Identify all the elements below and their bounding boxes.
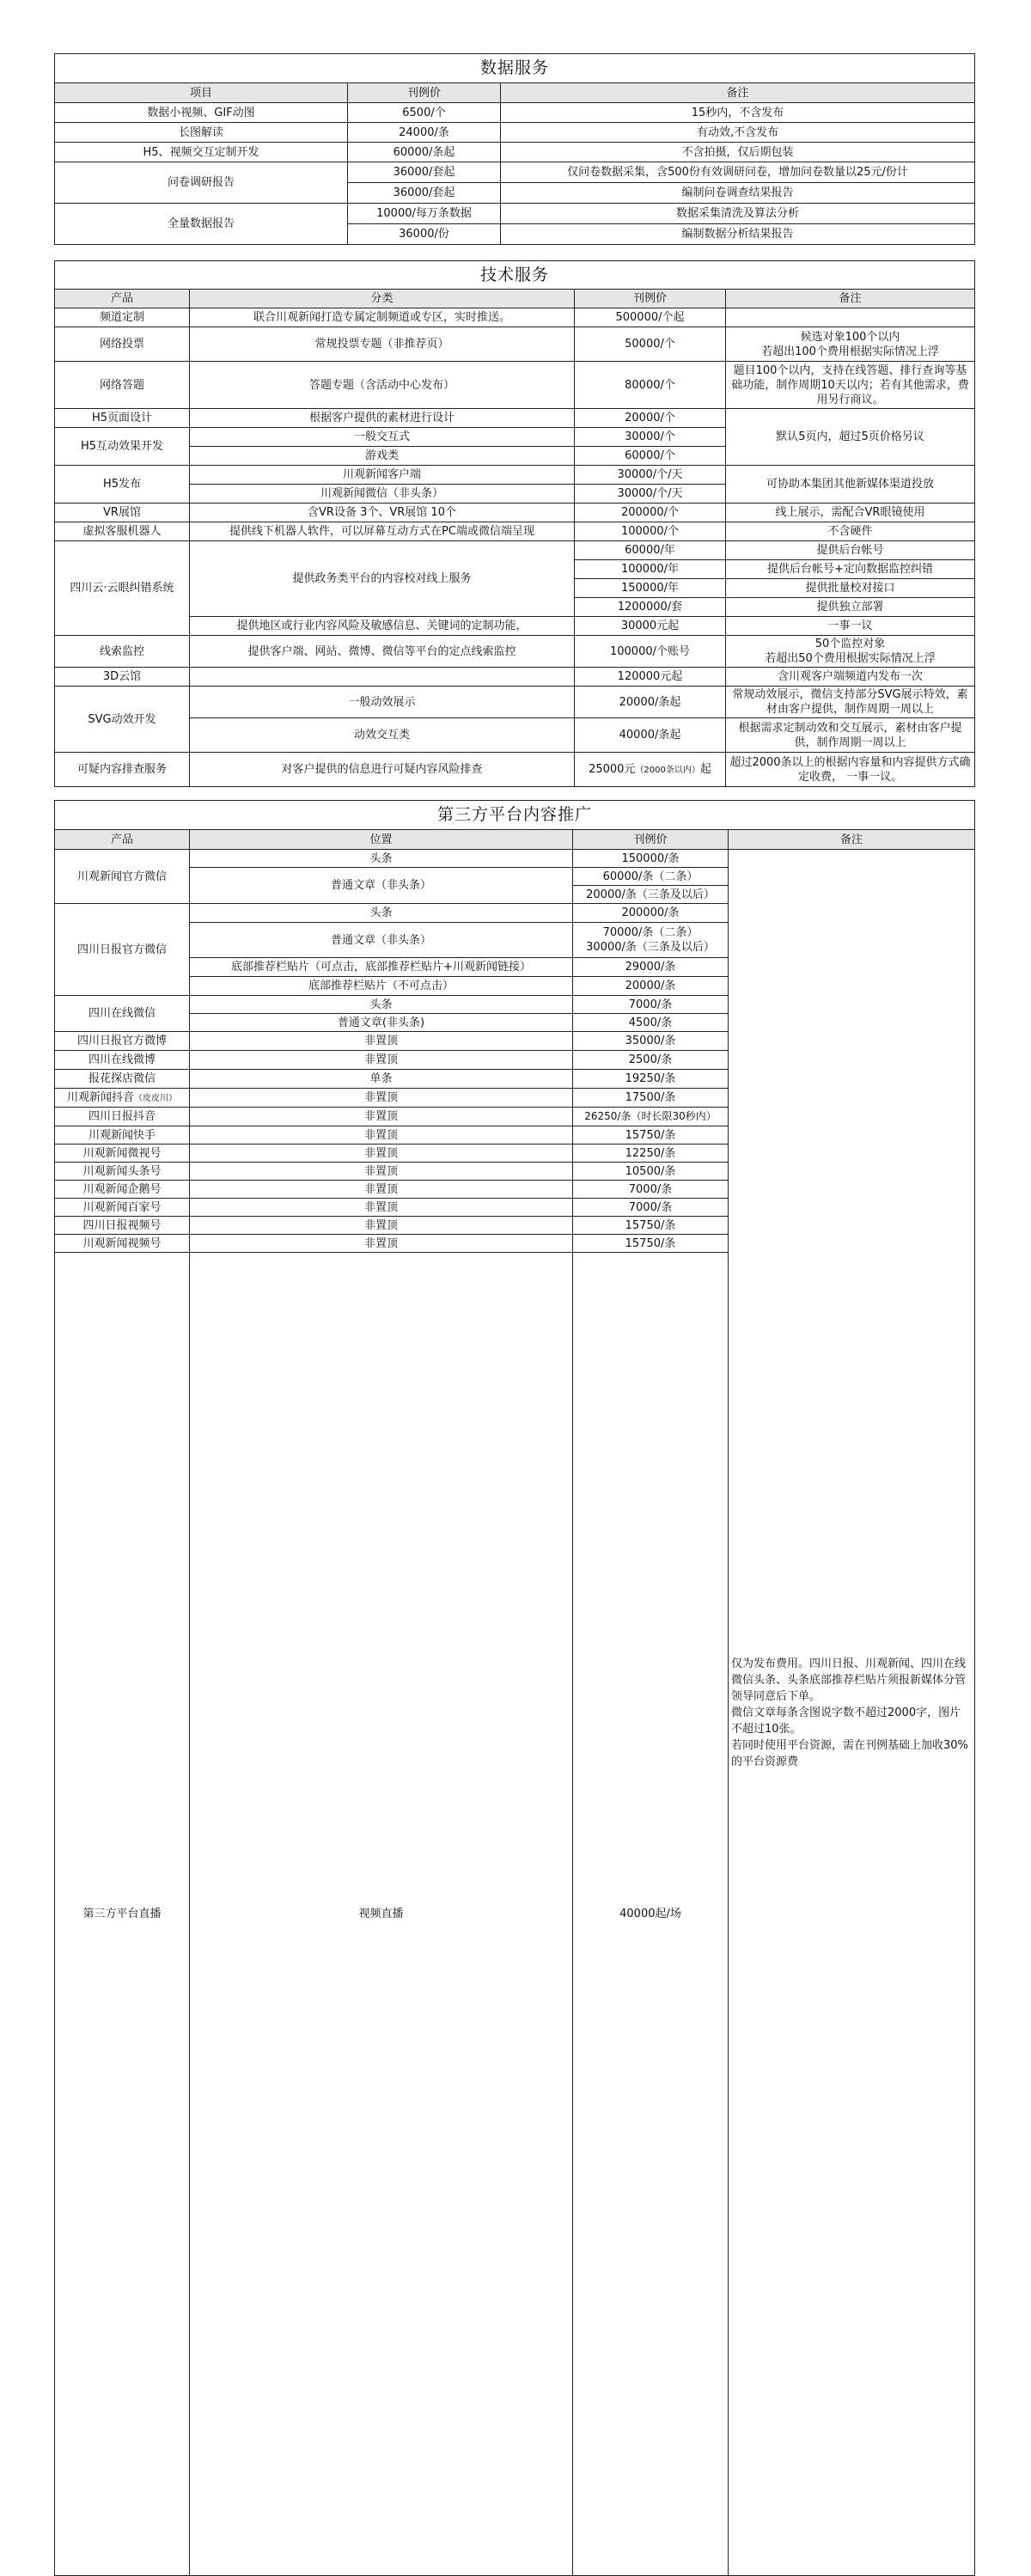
header-note: 备注 [729,830,975,850]
note-cell: 不含拍摄，仅后期包装 [501,143,975,162]
note-cell: 提供批量校对接口 [726,579,975,598]
note-cell: 根据需求定制动效和交互展示，素材由客户提供，制作周期一周以上 [726,718,975,753]
header-note: 备注 [501,83,975,103]
category-cell: 提供地区或行业内容风险及敏感信息、关键词的定制功能， [190,617,575,636]
price-cell: 60000/个 [575,447,726,466]
category-cell: 根据客户提供的素材进行设计 [190,409,575,428]
price-cell: 30000/个/天 [575,485,726,504]
product-cell: 川观新闻微视号 [55,1145,190,1163]
table-row [55,850,975,868]
product-cell: SVG动效开发 [55,687,190,753]
price-cell: 20000/条（三条及以后） [573,886,729,904]
price-cell: 29000/条 [573,958,729,977]
data-service-table [54,53,975,245]
position-cell: 头条 [190,996,573,1014]
price-cell: 10000/每万条数据 [348,204,501,224]
price-cell: 7000/条 [573,1181,729,1199]
table-row [55,204,975,224]
category-cell: 答题专题（含活动中心发布） [190,362,575,409]
position-cell: 单条 [190,1070,573,1089]
position-cell: 普通文章(非头条) [190,1014,573,1032]
price-cell: 20000/条 [573,977,729,996]
position-cell: 非置顶 [190,1108,573,1126]
price-cell: 100000/年 [575,560,726,579]
price-cell: 17500/条 [573,1089,729,1108]
table-row [55,466,975,485]
table-row [55,103,975,123]
table-row [55,362,975,409]
position-cell: 非置顶 [190,1217,573,1235]
note-cell: 常规动效展示，微信支持部分SVG展示特效，素材由客户提供，制作周期一周以上 [726,687,975,718]
header-category: 分类 [190,290,575,308]
category-cell: 川观新闻微信（非头条） [190,485,575,504]
note-cell: 超过2000条以上的根据内容量和内容提供方式确定收费， 一事一议。 [726,753,975,787]
table-row [55,123,975,143]
price-cell: 120000元起 [575,668,726,687]
header-product: 产品 [55,830,190,850]
position-cell: 普通文章（非头条） [190,923,573,958]
product-cell: H5互动效果开发 [55,428,190,466]
position-cell: 视频直播 [190,1253,573,2576]
position-cell: 非置顶 [190,1199,573,1217]
category-cell: 动效交互类 [190,718,575,753]
product-cell: 四川日报抖音 [55,1108,190,1126]
note-cell: 一事一议 [726,617,975,636]
table-row [55,308,975,327]
price-cell: 1200000/套 [575,598,726,617]
table-row [55,636,975,668]
note-cell: 提供独立部署 [726,598,975,617]
product-cell: 川观新闻头条号 [55,1163,190,1181]
note-cell: 50个监控对象 若超出50个费用根据实际情况上浮 [726,636,975,668]
price-cell: 100000/个账号 [575,636,726,668]
product-cell: 四川在线微信 [55,996,190,1032]
category-cell: 提供线下机器人软件，可以屏幕互动方式在PC端或微信端呈现 [190,522,575,541]
header-price: 刊例价 [348,83,501,103]
product-cell: 川观新闻官方微信 [55,850,190,904]
product-cell: 四川在线微博 [55,1051,190,1070]
note-cell: 15秒内，不含发布 [501,103,975,123]
price-cell: 70000/条（二条） 30000/条（三条及以后） [573,923,729,958]
price-cell: 19250/条 [573,1070,729,1089]
note-cell: 默认5页内，超过5页价格另议 [726,409,975,466]
category-cell: 提供客户端、网站、微博、微信等平台的定点线索监控 [190,636,575,668]
product-cell: H5页面设计 [55,409,190,428]
product-cell: 网络投票 [55,327,190,362]
tech-service-title: 技术服务 [55,261,975,290]
tech-service-table [54,260,975,787]
category-cell: 一般动效展示 [190,687,575,718]
note-cell: 含川观客户端频道内发布一次 [726,668,975,687]
price-cell: 24000/条 [348,123,501,143]
product-cell: H5发布 [55,466,190,504]
price-cell: 7000/条 [573,996,729,1014]
product-cell: 频道定制 [55,308,190,327]
price-cell: 150000/条 [573,850,729,868]
item-cell: 全量数据报告 [55,204,348,245]
price-cell: 7000/条 [573,1199,729,1217]
third-party-title: 第三方平台内容推广 [55,801,975,830]
item-cell: 数据小视频、GIF动图 [55,103,348,123]
position-cell: 非置顶 [190,1181,573,1199]
price-cell: 40000/条起 [575,718,726,753]
price-cell: 15750/条 [573,1126,729,1145]
table-row [55,617,975,636]
header-product: 产品 [55,290,190,308]
note-cell: 不含硬件 [726,522,975,541]
third-party-table [54,800,975,2576]
price-cell: 15750/条 [573,1235,729,1253]
product-cell: 四川日报官方微博 [55,1032,190,1051]
shared-note-cell: 仅为发布费用。四川日报、川观新闻、四川在线微信头条、头条底部推荐栏贴片须报新媒体分管领导同意后下单。 微信文章每条含图说字数不超过2000字，图片不超过10张。 若同时使用平台资源，需在刊例基础上加收30%的平台资源费 [729,850,975,2576]
category-cell [190,668,575,687]
table-row [55,687,975,718]
note-cell: 可协助本集团其他新媒体渠道投放 [726,466,975,504]
product-cell: 3D云馆 [55,668,190,687]
table-row [55,753,975,787]
table-row [55,327,975,362]
product-cell: 第三方平台直播 [55,1253,190,2576]
category-cell: 川观新闻客户端 [190,466,575,485]
price-cell: 15750/条 [573,1217,729,1235]
price-cell: 500000/个起 [575,308,726,327]
product-cell: 川观新闻企鹅号 [55,1181,190,1199]
price-cell: 60000/条起 [348,143,501,162]
price-cell: 26250/条（时长限30秒内） [573,1108,729,1126]
table-row [55,504,975,522]
position-cell: 非置顶 [190,1126,573,1145]
product-cell: 线索监控 [55,636,190,668]
price-cell: 40000起/场 [573,1253,729,2576]
position-cell: 底部推荐栏贴片（可点击，底部推荐栏贴片+川观新闻链接） [190,958,573,977]
price-cell: 20000/条起 [575,687,726,718]
price-cell [575,753,726,787]
header-price: 刊例价 [575,290,726,308]
price-cell: 35000/条 [573,1032,729,1051]
category-cell: 对客户提供的信息进行可疑内容风险排查 [190,753,575,787]
price-cell: 30000元起 [575,617,726,636]
price-cell: 60000/年 [575,541,726,560]
note-cell: 线上展示，需配合VR眼镜使用 [726,504,975,522]
product-cell [55,1089,190,1108]
position-cell: 非置顶 [190,1089,573,1108]
category-cell: 常规投票专题（非推荐页） [190,327,575,362]
product-label: 川观新闻抖音 [66,1090,134,1104]
note-cell: 提供后台帐号 [726,541,975,560]
category-cell: 游戏类 [190,447,575,466]
position-cell: 非置顶 [190,1163,573,1181]
position-cell: 头条 [190,904,573,923]
note-cell [726,308,975,327]
price-cell: 50000/个 [575,327,726,362]
price-qualifier: （2000条以内） [635,765,700,775]
table-row [55,162,975,183]
price-suffix: 起 [699,762,711,776]
header-position: 位置 [190,830,573,850]
product-cell: 川观新闻视频号 [55,1235,190,1253]
position-cell: 底部推荐栏贴片（不可点击） [190,977,573,996]
position-cell: 头条 [190,850,573,868]
product-cell: 网络答题 [55,362,190,409]
product-cell: 四川日报官方微信 [55,904,190,996]
category-cell: 联合川观新闻打造专属定制频道或专区，实时推送。 [190,308,575,327]
product-cell: 川观新闻百家号 [55,1199,190,1217]
note-cell: 有动效,不含发布 [501,123,975,143]
product-cell: 报花探店微信 [55,1070,190,1089]
item-cell: 问卷调研报告 [55,162,348,204]
position-cell: 非置顶 [190,1145,573,1163]
item-cell: H5、视频交互定制开发 [55,143,348,162]
table-row [55,143,975,162]
note-cell: 数据采集清洗及算法分析 [501,204,975,224]
note-cell: 提供后台帐号+定向数据监控纠错 [726,560,975,579]
table-row [55,718,975,753]
header-note: 备注 [726,290,975,308]
price-cell: 20000/个 [575,409,726,428]
price-cell: 10500/条 [573,1163,729,1181]
price-cell: 2500/条 [573,1051,729,1070]
price-cell: 30000/个/天 [575,466,726,485]
table-row [55,409,975,428]
position-cell: 非置顶 [190,1032,573,1051]
category-cell: 一般交互式 [190,428,575,447]
position-cell: 非置顶 [190,1235,573,1253]
note-cell: 仅问卷数据采集，含500份有效调研问卷，增加问卷数量以25元/份计 [501,162,975,183]
note-cell: 编制问卷调查结果报告 [501,183,975,204]
product-cell: 川观新闻快手 [55,1126,190,1145]
note-cell: 候选对象100个以内 若超出100个费用根据实际情况上浮 [726,327,975,362]
price-main: 25000元 [589,762,636,776]
note-cell: 编制数据分析结果报告 [501,224,975,245]
header-price: 刊例价 [573,830,729,850]
price-cell: 6500/个 [348,103,501,123]
price-cell: 200000/条 [573,904,729,923]
data-service-title: 数据服务 [55,54,975,83]
price-cell: 30000/个 [575,428,726,447]
product-cell: 四川云·云眼纠错系统 [55,541,190,636]
product-cell: 四川日报视频号 [55,1217,190,1235]
price-cell: 80000/个 [575,362,726,409]
product-cell: 虚拟客服机器人 [55,522,190,541]
product-cell: VR展馆 [55,504,190,522]
position-cell: 普通文章（非头条） [190,868,573,904]
table-row [55,522,975,541]
price-cell: 36000/套起 [348,183,501,204]
table-row [55,541,975,560]
price-cell: 36000/套起 [348,162,501,183]
category-cell: 含VR设备 3个、VR展馆 10个 [190,504,575,522]
price-cell: 36000/份 [348,224,501,245]
price-cell: 150000/年 [575,579,726,598]
product-cell: 可疑内容排查服务 [55,753,190,787]
price-cell: 100000/个 [575,522,726,541]
price-cell: 60000/条（二条） [573,868,729,886]
position-cell: 非置顶 [190,1051,573,1070]
header-item: 项目 [55,83,348,103]
table-row [55,668,975,687]
price-cell: 4500/条 [573,1014,729,1032]
note-cell: 题目100个以内，支持在线答题、排行查询等基础功能，制作周期10天以内；若有其他需求，费用另行商议。 [726,362,975,409]
item-cell: 长图解读 [55,123,348,143]
price-cell: 200000/个 [575,504,726,522]
category-cell: 提供政务类平台的内容校对线上服务 [190,541,575,617]
product-alias: （皮皮川） [134,1093,177,1103]
price-cell: 12250/条 [573,1145,729,1163]
